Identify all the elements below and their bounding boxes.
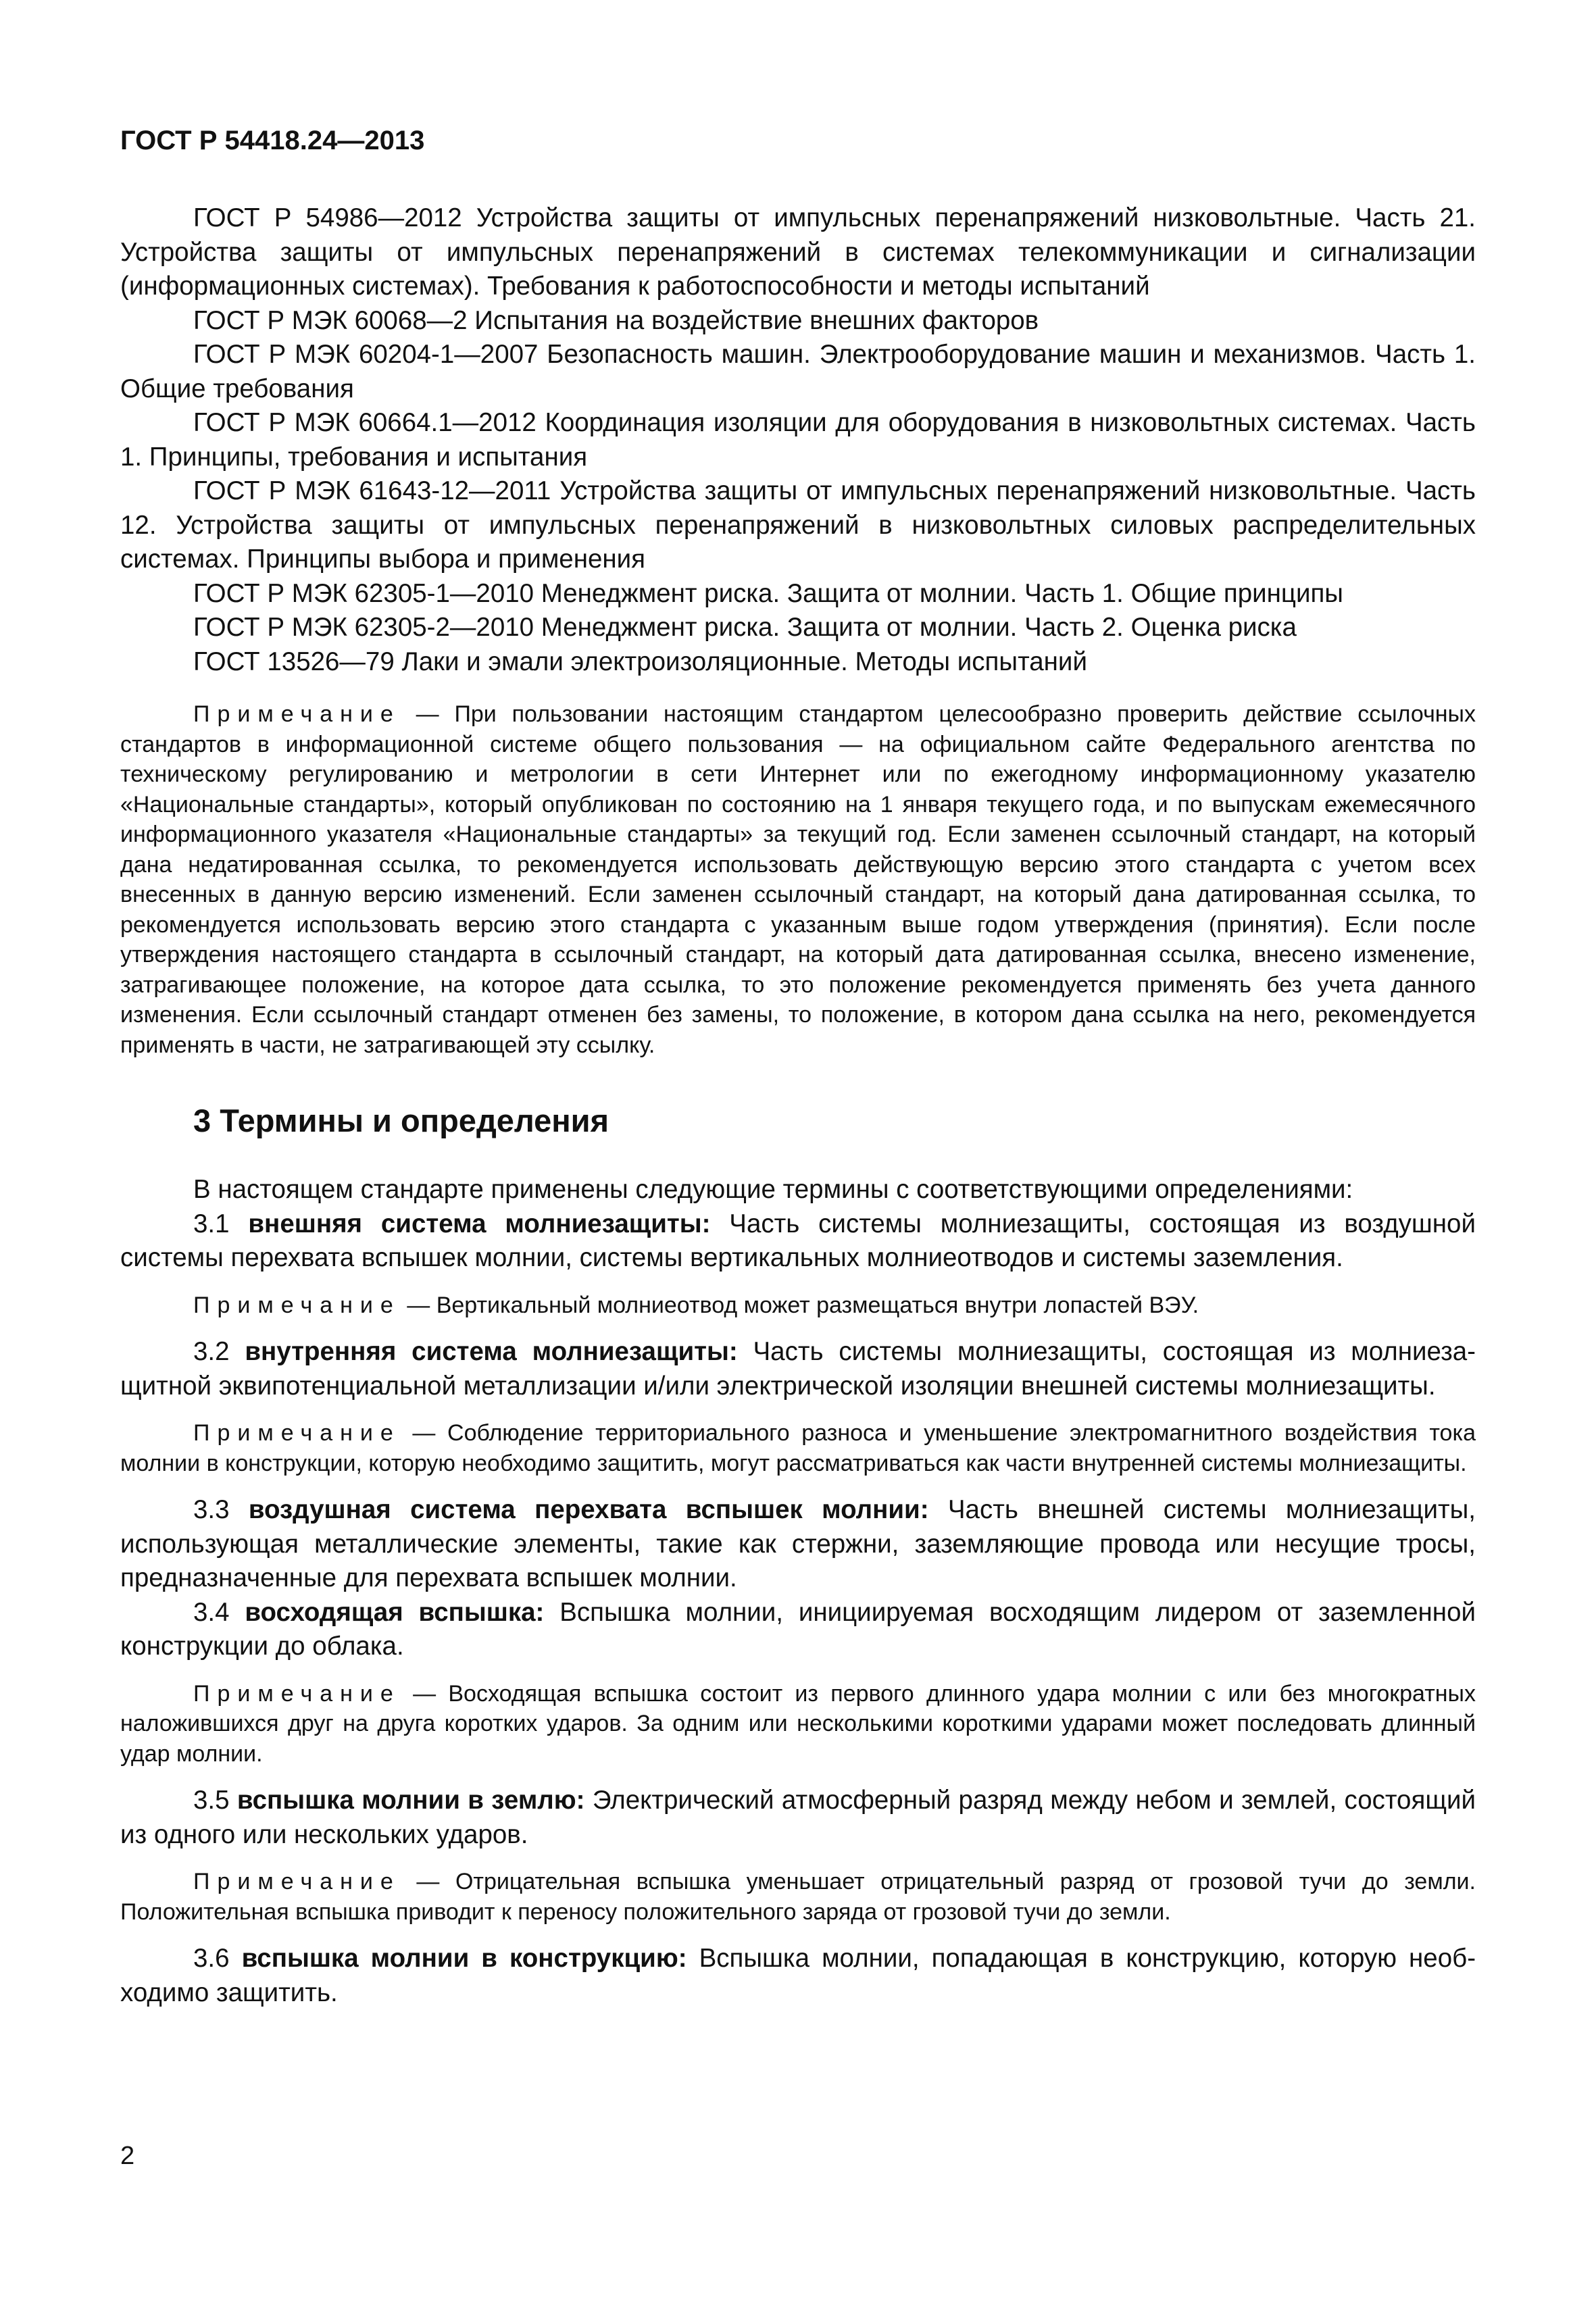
page-content [120,201,1476,2010]
reference-item: ГОСТ 13526—79 Лаки и эмали электроизоляционные. Методы испытаний [193,647,1087,676]
term-entry [120,1493,1476,1596]
reference-note-text: При пользовании настоящим стандартом целесообразно проверить действие ссылочных стандартов в информационной системе общего пользования — на официальном сайте Федерального агентства по техническому регулированию и метрологии в сети Интернет или по ежегодному информационному указателю «Национальные стандарты», который опубликован по состоянию на 1 января текущего года, и по выпускам ежемесячного информационного указателя «Национальные стандарты» за текущий год. Если заменен ссылочный стандарт, на который дана недатированная ссылка, то рекомендуется использовать действующую версию этого стандарта с учетом всех внесенных в данную версию изменений. Если заменен ссылочный стандарт, на который дана датированная ссылка, то рекомендуется использовать версию этого стандарта с указанным выше годом утверждения (принятия). Если после утверждения настоящего стандарта в ссылочный стандарт, на который дата датированная ссылка, внесено изменение, затрагивающее положение, на которое дата ссылка, то это положение рекомендуется применять без учета данного изменения. Если ссылочный стандарт отменен без замены, то положение, в котором дана ссылка на него, рекомендуется применять в части, не затрагивающей эту ссылку. [120,701,1476,1058]
term-entry [120,1596,1476,1664]
term-entry [120,1207,1476,1276]
references-list [120,201,1476,679]
reference-item: ГОСТ Р 54986—2012 Устройства защиты от импульсных перенапряжений низковольтные. Часть 21. Устройства защиты от импульсных перенапряжений в системах телекоммуникации и сигнализации (информационных системах). Требования к работоспособности и методы испытаний [120,203,1476,301]
term-name: восходящая вспышка: [245,1597,545,1627]
reference-item: ГОСТ Р МЭК 62305-2—2010 Менеджмент риска. Защита от молнии. Часть 2. Оценка риска [193,613,1297,642]
reference-item: ГОСТ Р МЭК 60664.1—2012 Координация изоляции для оборудования в низковольтных системах. Часть 1. Принципы, требования и испытания [120,408,1476,472]
term-number: 3.4 [193,1597,245,1627]
term-name: воздушная система перехвата вспышек молнии: [248,1495,929,1524]
note-dash: — [400,1420,448,1446]
term-entry [120,1942,1476,2010]
term-definition: Часть системы молниезащиты, состоящая из молниезащитной эквипотенциальной металлизации и/или электрической изоляции внешней системы молниезащиты. [120,1337,1476,1401]
term-number: 3.5 [193,1786,237,1815]
term-name: вспышка молнии в землю: [236,1786,585,1815]
term-definition: Электрический атмосферный разряд между небом и землей, состоящий из одного или нескольких ударов. [120,1786,1476,1849]
term-note-text: Вертикальный молниеотвод может размещаться внутри лопастей ВЭУ. [436,1292,1199,1318]
term-definition: Часть системы молниезащиты, состоящая из воздушной системы перехвата вспышек молнии, системы вертикальных молниеотводов и системы заземления. [120,1209,1476,1272]
note-dash: — [400,1680,449,1707]
note-dash: — [400,701,455,727]
term-number: 3.1 [193,1209,249,1238]
term-note [120,1418,1476,1478]
term-note [120,1290,1476,1321]
term-name: внутренняя система молниезащиты: [245,1337,738,1366]
term-note-text: Отрицательная вспышка уменьшает отрицательный разряд от грозовой тучи до земли. Положительная вспышка приводит к переносу положительного заряда от грозовой тучи до земли. [120,1869,1476,1925]
term-definition: Часть внешней системы молниезащиты, использующая металлические элементы, такие как стержни, заземляющие провода или несущие тросы, предназначенные для перехвата вспышек молнии. [120,1495,1476,1592]
note-label: Примечание [193,701,401,727]
note-label: Примечание [193,1292,401,1318]
term-entry [120,1784,1476,1852]
term-name: вспышка молнии в конструкцию: [241,1944,687,1973]
note-label: Примечание [193,1680,401,1707]
term-definition: Вспышка молнии, попадающая в конструкцию, которую необходимо защитить. [120,1944,1476,2007]
term-number: 3.3 [193,1495,249,1524]
term-entry [120,1335,1476,1403]
reference-item: ГОСТ Р МЭК 60204-1—2007 Безопасность машин. Электрооборудование машин и механизмов. Часть 1. Общие требования [120,340,1476,403]
reference-item: ГОСТ Р МЭК 60068—2 Испытания на воздействие внешних факторов [193,305,1039,335]
term-number: 3.6 [193,1944,242,1973]
page-number: 2 [120,2142,135,2170]
term-name: внешняя система молниезащиты: [248,1209,711,1238]
reference-item: ГОСТ Р МЭК 61643-12—2011 Устройства защиты от импульсных перенапряжений низковольтные. Часть 12. Устройства защиты от импульсных перенапряжений в низковольтных силовых распределительных системах. Принципы выбора и применения [120,476,1476,574]
document-code-header: ГОСТ Р 54418.24—2013 [120,126,425,155]
note-dash: — [400,1869,455,1894]
term-number: 3.2 [193,1337,245,1366]
reference-item: ГОСТ Р МЭК 62305-1—2010 Менеджмент риска. Защита от молнии. Часть 1. Общие принципы [193,578,1343,608]
term-note-text: Соблюдение территориального разноса и уменьшение электромагнитного воздействия тока молнии в конструкции, которую необходимо защитить, могут рассматриваться как части внутренней системы молниезащиты. [120,1420,1476,1476]
note-label: Примечание [193,1869,401,1894]
section-title: 3 Термины и определения [193,1103,609,1138]
term-note [120,1679,1476,1769]
term-note [120,1867,1476,1927]
note-label: Примечание [193,1420,401,1446]
section-intro: В настоящем стандарте применены следующие термины с соответствующими определениями: [193,1175,1353,1204]
reference-note [120,699,1476,1060]
term-note-text: Восходящая вспышка состоит из первого длинного удара молнии с или без многократных наложившихся друг на друга коротких ударов. За одним или несколькими короткими ударами может последовать длинный удар молнии. [120,1680,1476,1767]
term-definition: Вспышка молнии, инициируемая восходящим лидером от заземленной конструкции до облака. [120,1597,1476,1661]
note-dash: — [400,1292,437,1318]
